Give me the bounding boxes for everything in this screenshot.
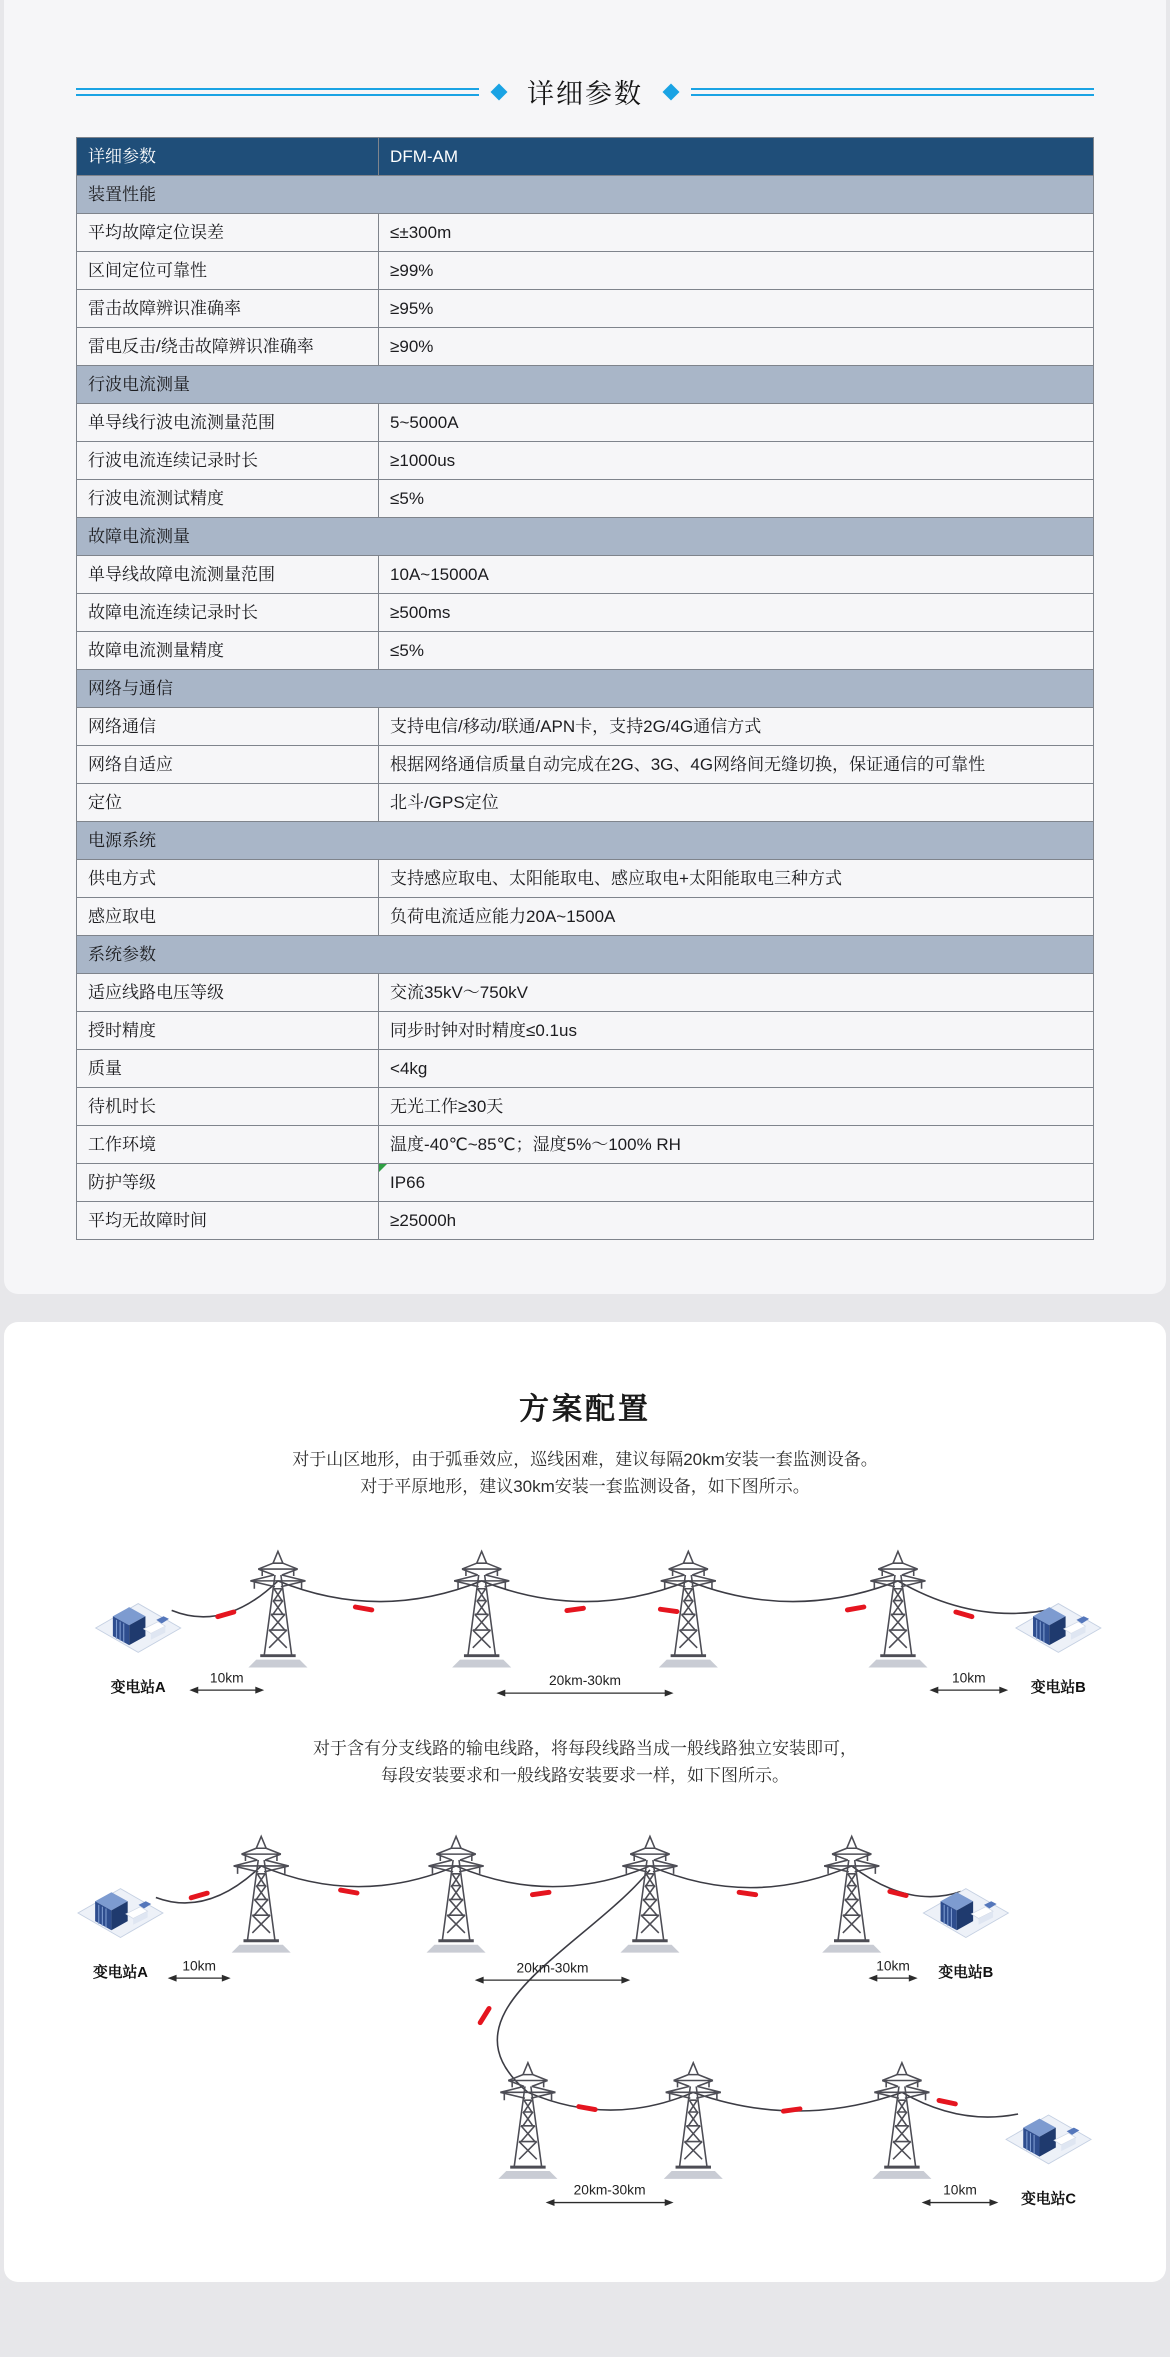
monitor-device-icon (936, 2097, 958, 2106)
table-row (77, 1012, 1094, 1050)
table-row (77, 784, 1094, 822)
param-name: 防护等级 (77, 1164, 379, 1202)
tower-icon (429, 1836, 484, 1940)
table-row (77, 1164, 1094, 1202)
distance-label: 20km-30km (573, 2182, 646, 2198)
param-name: 平均故障定位误差 (77, 214, 379, 252)
param-value: 10A~15000A (379, 556, 1094, 594)
table-row (77, 594, 1094, 632)
table-section-row (77, 670, 1094, 708)
table-row (77, 328, 1094, 366)
distance-label: 10km (943, 2182, 977, 2198)
param-value: 温度-40℃~85℃；湿度5%～100% RH (379, 1126, 1094, 1164)
cell-corner-marker (379, 1164, 387, 1172)
section-label: 网络与通信 (77, 670, 1094, 708)
table-row (77, 480, 1094, 518)
section2-title: 方案配置 (519, 1393, 651, 1426)
monitor-device-icon (352, 1604, 374, 1613)
distance-label: 10km (876, 1958, 910, 1974)
diagram2-scene (24, 1801, 1146, 2246)
tower-icon (500, 2063, 555, 2167)
param-value: 支持电信/移动/联通/APN卡，支持2G/4G通信方式 (379, 708, 1094, 746)
param-name: 供电方式 (77, 860, 379, 898)
section-label: 电源系统 (77, 822, 1094, 860)
distance-arrow (496, 1690, 673, 1697)
detail-params-section (4, 0, 1166, 1294)
table-section-row (77, 176, 1094, 214)
monitor-device-icon (845, 1604, 867, 1613)
table-row (77, 404, 1094, 442)
param-value: ≤±300m (379, 214, 1094, 252)
table-section-row (77, 936, 1094, 974)
monitor-device-icon (576, 2104, 598, 2113)
monitor-device-icon (477, 2005, 493, 2026)
line-diagram-branched (24, 1801, 1146, 2246)
tower-icon (666, 2063, 721, 2167)
table-row (77, 1126, 1094, 1164)
param-name: 单导线行波电流测量范围 (77, 404, 379, 442)
param-name: 质量 (77, 1050, 379, 1088)
param-value: 5~5000A (379, 404, 1094, 442)
substation-a-icon (78, 1889, 163, 1938)
tower-icon (870, 1551, 925, 1655)
section1-title: 详细参数 (527, 79, 643, 109)
tower-icon (250, 1551, 305, 1655)
param-value: 负荷电流适应能力20A~1500A (379, 898, 1094, 936)
param-name: 适应线路电压等级 (77, 974, 379, 1012)
param-name: 故障电流连续记录时长 (77, 594, 379, 632)
monitor-device-icon (338, 1887, 360, 1896)
solution-config-section (4, 1322, 1166, 2282)
monitor-device-icon (530, 1890, 552, 1898)
substation-b-icon (1016, 1604, 1101, 1653)
monitor-device-icon (564, 1605, 586, 1613)
param-name: 行波电流测试精度 (77, 480, 379, 518)
distance-arrow (929, 1687, 1008, 1694)
param-name: 区间定位可靠性 (77, 252, 379, 290)
distance-label: 10km (209, 1670, 244, 1686)
substation-a-icon (96, 1604, 181, 1653)
branch-paragraph (24, 1735, 1146, 1789)
table-row (77, 974, 1094, 1012)
tower-icon (234, 1836, 289, 1940)
distance-arrow (922, 2199, 999, 2206)
param-name: 网络自适应 (77, 746, 379, 784)
param-value: ≤5% (379, 632, 1094, 670)
station-a-label: 变电站A (110, 1680, 166, 1697)
monitor-device-icon (887, 1888, 909, 1898)
param-value: ≥25000h (379, 1202, 1094, 1240)
table-row (77, 708, 1094, 746)
param-value: ≤5% (379, 480, 1094, 518)
param-value: ≥90% (379, 328, 1094, 366)
table-section-row (77, 366, 1094, 404)
param-value: <4kg (379, 1050, 1094, 1088)
distance-arrow (546, 2199, 674, 2206)
station-a-label: 变电站A (93, 1965, 148, 1982)
table-section-row (77, 518, 1094, 556)
param-name: 工作环境 (77, 1126, 379, 1164)
tower-icon (661, 1551, 716, 1655)
branch-line: 每段安装要求和一般线路安装要求一样，如下图所示。 (381, 1765, 789, 1785)
distance-arrow (475, 1977, 631, 1984)
intro-paragraph (24, 1446, 1146, 1500)
distance-label: 20km-30km (516, 1960, 589, 1976)
param-value: 根据网络通信质量自动完成在2G、3G、4G网络间无缝切换，保证通信的可靠性 (379, 746, 1094, 784)
table-row (77, 746, 1094, 784)
spec-header-model: DFM-AM (379, 138, 1094, 176)
spec-table (76, 137, 1094, 1240)
distance-label: 20km-30km (549, 1673, 621, 1689)
table-row (77, 898, 1094, 936)
table-row (77, 1088, 1094, 1126)
param-name: 网络通信 (77, 708, 379, 746)
table-row (77, 1050, 1094, 1088)
distance-label: 10km (182, 1958, 217, 1974)
tower-icon (622, 1836, 677, 1940)
diagram1-scene (24, 1512, 1146, 1701)
param-name: 故障电流测量精度 (77, 632, 379, 670)
section-label: 故障电流测量 (77, 518, 1094, 556)
tower-icon (824, 1836, 879, 1940)
table-row (77, 214, 1094, 252)
diamond-icon (491, 83, 508, 100)
param-name: 定位 (77, 784, 379, 822)
diamond-icon (663, 83, 680, 100)
table-section-row (77, 822, 1094, 860)
distance-arrow (868, 1975, 917, 1982)
distance-label: 10km (951, 1670, 986, 1686)
param-name: 行波电流连续记录时长 (77, 442, 379, 480)
tower-icon (454, 1551, 509, 1655)
line-diagram-straight (24, 1512, 1146, 1701)
param-value: IP66 (379, 1164, 1094, 1202)
monitor-device-icon (781, 2106, 803, 2114)
param-value: ≥99% (379, 252, 1094, 290)
monitor-device-icon (215, 1609, 237, 1620)
param-name: 平均无故障时间 (77, 1202, 379, 1240)
param-name: 感应取电 (77, 898, 379, 936)
param-name: 单导线故障电流测量范围 (77, 556, 379, 594)
spec-table-header-row (77, 138, 1094, 176)
distance-arrow (168, 1975, 231, 1982)
param-name: 雷击故障辨识准确率 (77, 290, 379, 328)
tower-icon (874, 2063, 929, 2167)
spec-table-body (77, 176, 1094, 1240)
section1-title-row (76, 0, 1094, 111)
table-row (77, 442, 1094, 480)
section-label: 行波电流测量 (77, 366, 1094, 404)
section-label: 装置性能 (77, 176, 1094, 214)
param-value: ≥500ms (379, 594, 1094, 632)
param-name: 授时精度 (77, 1012, 379, 1050)
param-name: 待机时长 (77, 1088, 379, 1126)
monitor-device-icon (953, 1609, 975, 1620)
section-label: 系统参数 (77, 936, 1094, 974)
param-value: ≥95% (379, 290, 1094, 328)
param-name: 雷电反击/绕击故障辨识准确率 (77, 328, 379, 366)
branch-line: 对于含有分支线路的输电线路，将每段线路当成一般线路独立安装即可， (313, 1738, 857, 1758)
spec-header-param: 详细参数 (77, 138, 379, 176)
table-row (77, 1202, 1094, 1240)
param-value: 交流35kV～750kV (379, 974, 1094, 1012)
table-row (77, 252, 1094, 290)
substation-c-icon (1006, 2115, 1091, 2164)
intro-line: 对于平原地形，建议30km安装一套监测设备，如下图所示。 (360, 1477, 810, 1496)
param-value: 无光工作≥30天 (379, 1088, 1094, 1126)
param-value: ≥1000us (379, 442, 1094, 480)
table-row (77, 860, 1094, 898)
distance-arrow (189, 1687, 264, 1694)
param-value: 北斗/GPS定位 (379, 784, 1094, 822)
title-divider-left (76, 88, 479, 96)
station-c-label: 变电站C (1021, 2191, 1077, 2208)
intro-line: 对于山区地形，由于弧垂效应，巡线困难，建议每隔20km安装一套监测设备。 (292, 1450, 878, 1469)
table-row (77, 290, 1094, 328)
table-row (77, 632, 1094, 670)
station-b-label: 变电站B (938, 1965, 994, 1982)
table-row (77, 556, 1094, 594)
title-divider-right (691, 88, 1094, 96)
param-value: 同步时钟对时精度≤0.1us (379, 1012, 1094, 1050)
station-b-label: 变电站B (1030, 1680, 1086, 1697)
monitor-device-icon (658, 1606, 680, 1614)
param-value: 支持感应取电、太阳能取电、感应取电+太阳能取电三种方式 (379, 860, 1094, 898)
monitor-device-icon (736, 1890, 758, 1898)
